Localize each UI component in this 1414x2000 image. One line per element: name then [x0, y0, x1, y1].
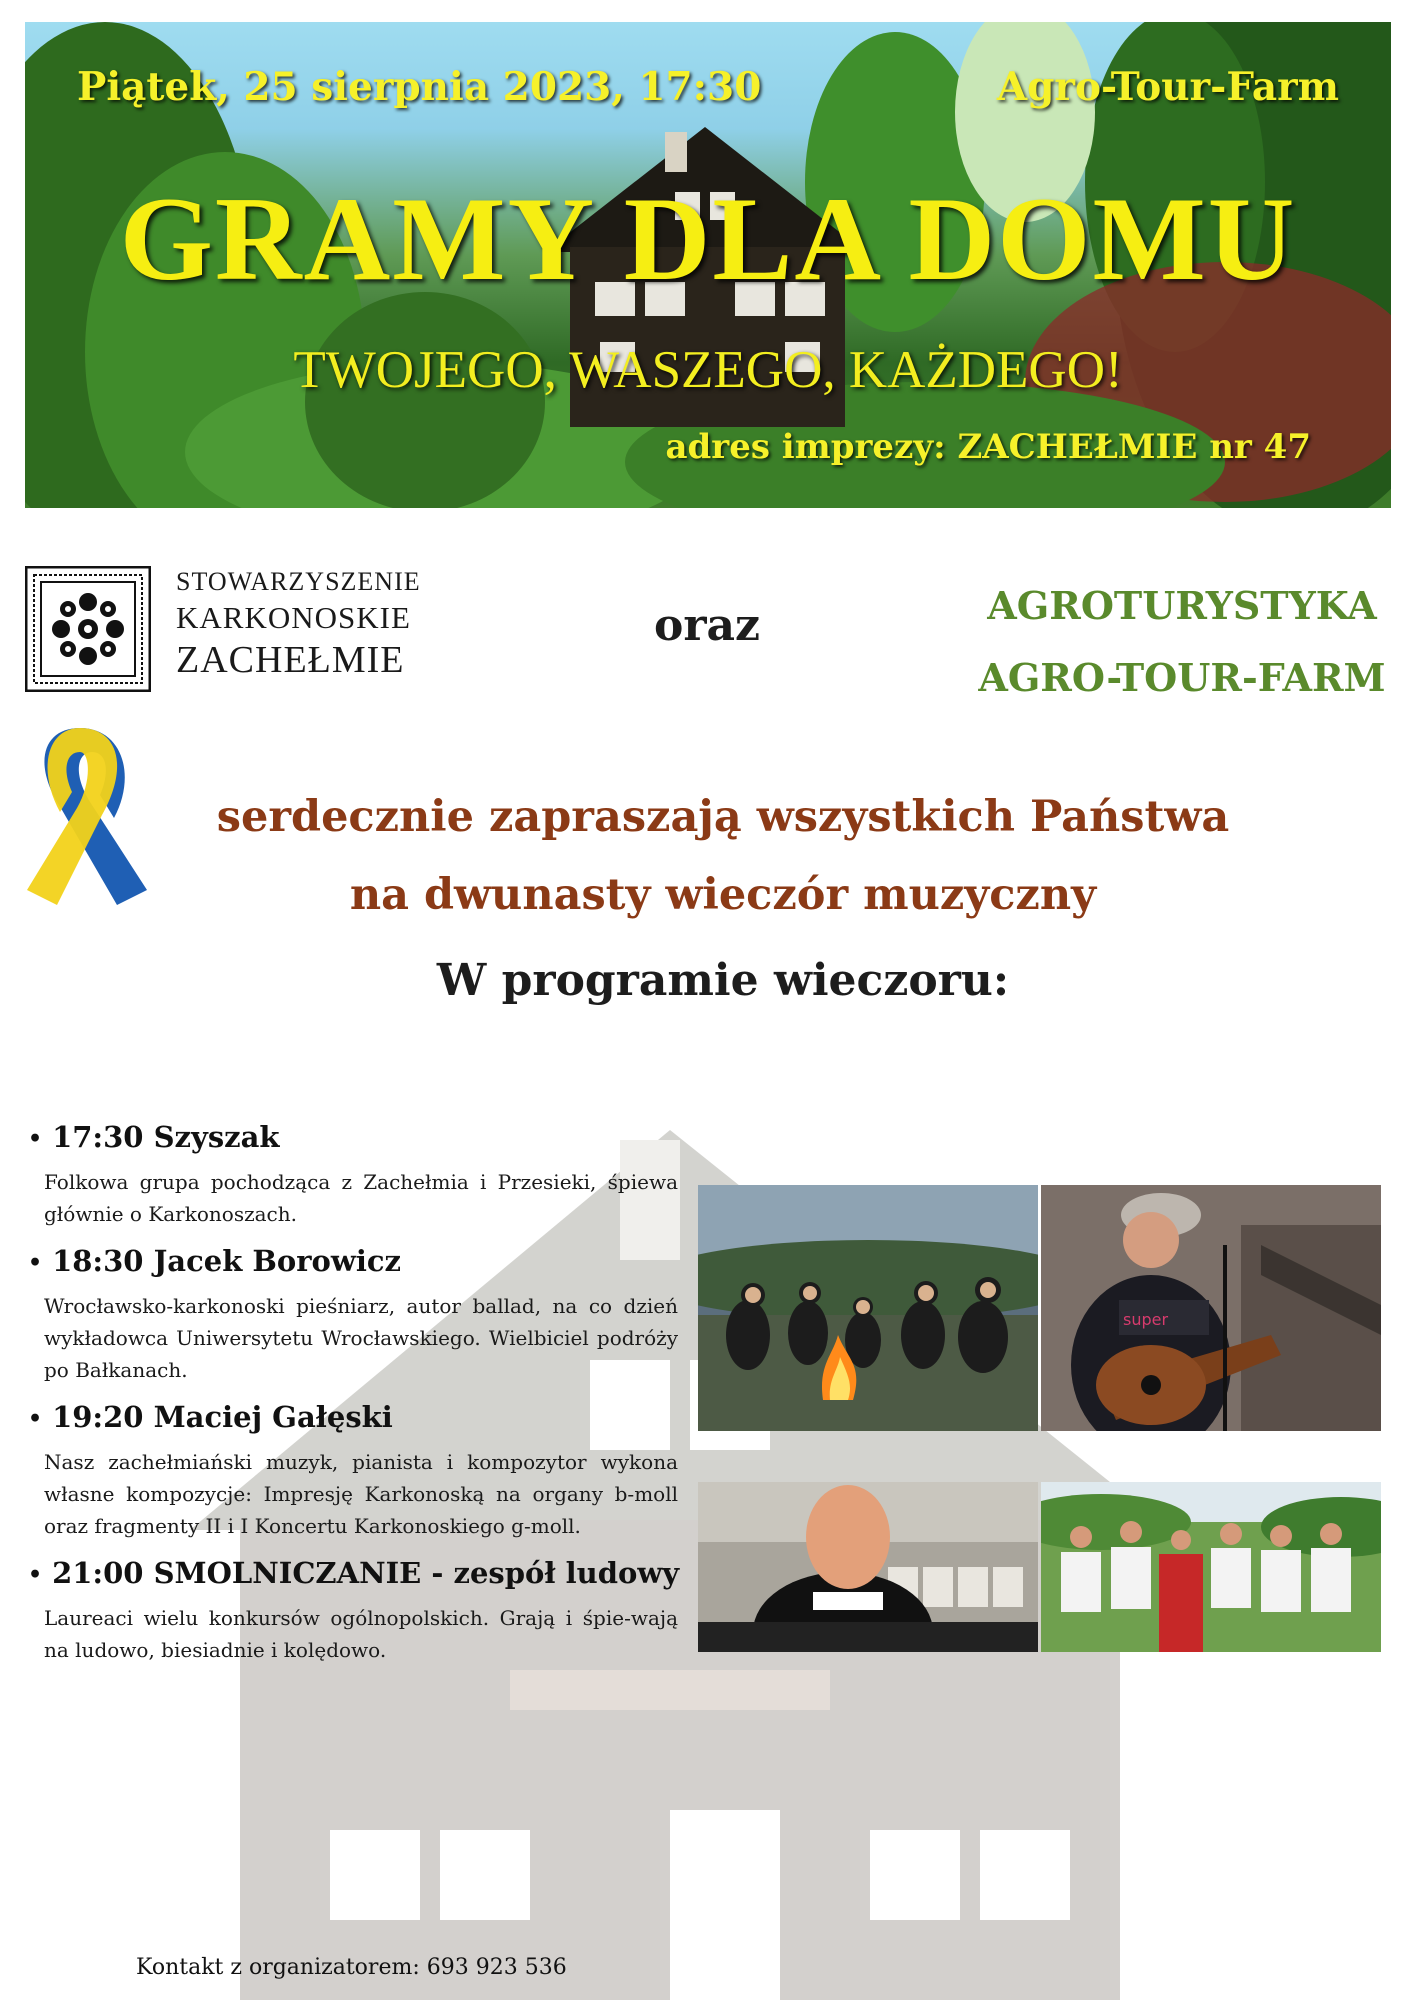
- program-item-title: [28, 1120, 678, 1154]
- program-item-title: [28, 1400, 678, 1434]
- event-subline: TWOJEGO, WASZEGO, KAŻDEGO!: [293, 341, 1123, 399]
- invite-line-1: serdecznie zapraszają wszystkich Państwa: [216, 792, 1230, 842]
- program-item-desc: Laureaci wielu konkursów ogólnopolskich. Grają i śpie-wają na ludowo, biesiadnie i kolędowo.: [44, 1606, 678, 1662]
- program-item: [28, 1244, 678, 1386]
- association-name-line: ZACHEŁMIE: [176, 639, 405, 682]
- event-headline: GRAMY DLA DOMU: [119, 172, 1297, 305]
- association-logo-icon: [25, 566, 151, 692]
- program-item-heading: 18:30 Jacek Borowicz: [52, 1244, 401, 1278]
- program-item-heading: 21:00 SMOLNICZANIE - zespół ludowy: [52, 1556, 680, 1590]
- photo-maciej-galeski-piano: [698, 1482, 1038, 1652]
- header-banner: [25, 22, 1391, 508]
- program-item: [28, 1120, 678, 1230]
- association-name-line: STOWARZYSZENIE: [176, 567, 421, 596]
- bullet-icon: •: [28, 1406, 43, 1432]
- event-venue: Agro-Tour-Farm: [996, 64, 1339, 110]
- program-item: [28, 1556, 678, 1666]
- bullet-icon: •: [28, 1562, 43, 1588]
- program-item-title: [28, 1556, 678, 1590]
- program-item-desc: Wrocławsko-karkonoski pieśniarz, autor ballad, na co dzień wykładowca Uniwersytetu Wrocławskiego. Wielbiciel podróży po Bałkanach.: [44, 1294, 678, 1382]
- photo-szyszak-campfire: [698, 1185, 1038, 1431]
- bullet-icon: •: [28, 1250, 43, 1276]
- program-item-heading: 19:20 Maciej Gałęski: [52, 1400, 393, 1434]
- agro-line: AGROTURYSTYKA: [987, 583, 1377, 628]
- shirt-logo-text: super: [1123, 1310, 1169, 1329]
- association-name: [176, 566, 421, 685]
- program-list: [28, 1120, 678, 1680]
- agro-organizer: [962, 570, 1402, 714]
- agro-line: AGRO-TOUR-FARM: [978, 655, 1386, 701]
- bullet-icon: •: [28, 1126, 43, 1152]
- conjunction-text: oraz: [654, 600, 761, 651]
- program-item: [28, 1400, 678, 1542]
- photo-jacek-borowicz-guitar: [1041, 1185, 1381, 1431]
- program-title: W programie wieczoru:: [436, 955, 1010, 1006]
- program-item-desc: Nasz zachełmiański muzyk, pianista i kompozytor wykona własne kompozycje: Impresję Karkonoską na organy b-moll oraz fragmenty II i I Koncertu Karkonoskiego g-moll.: [44, 1450, 678, 1538]
- photo-smolniczanie-band: [1041, 1482, 1381, 1652]
- contact-info: Kontakt z organizatorem: 693 923 536: [136, 1955, 567, 1980]
- program-item-title: [28, 1244, 678, 1278]
- association-name-line: KARKONOSKIE: [176, 599, 411, 635]
- event-address: adres imprezy: ZACHEŁMIE nr 47: [665, 427, 1311, 467]
- event-date: Piątek, 25 sierpnia 2023, 17:30: [77, 64, 762, 110]
- program-item-heading: 17:30 Szyszak: [52, 1120, 280, 1154]
- invite-line-2: na dwunasty wieczór muzyczny: [349, 870, 1097, 920]
- program-item-desc: Folkowa grupa pochodząca z Zachełmia i Przesieki, śpiewa głównie o Karkonoszach.: [44, 1170, 678, 1226]
